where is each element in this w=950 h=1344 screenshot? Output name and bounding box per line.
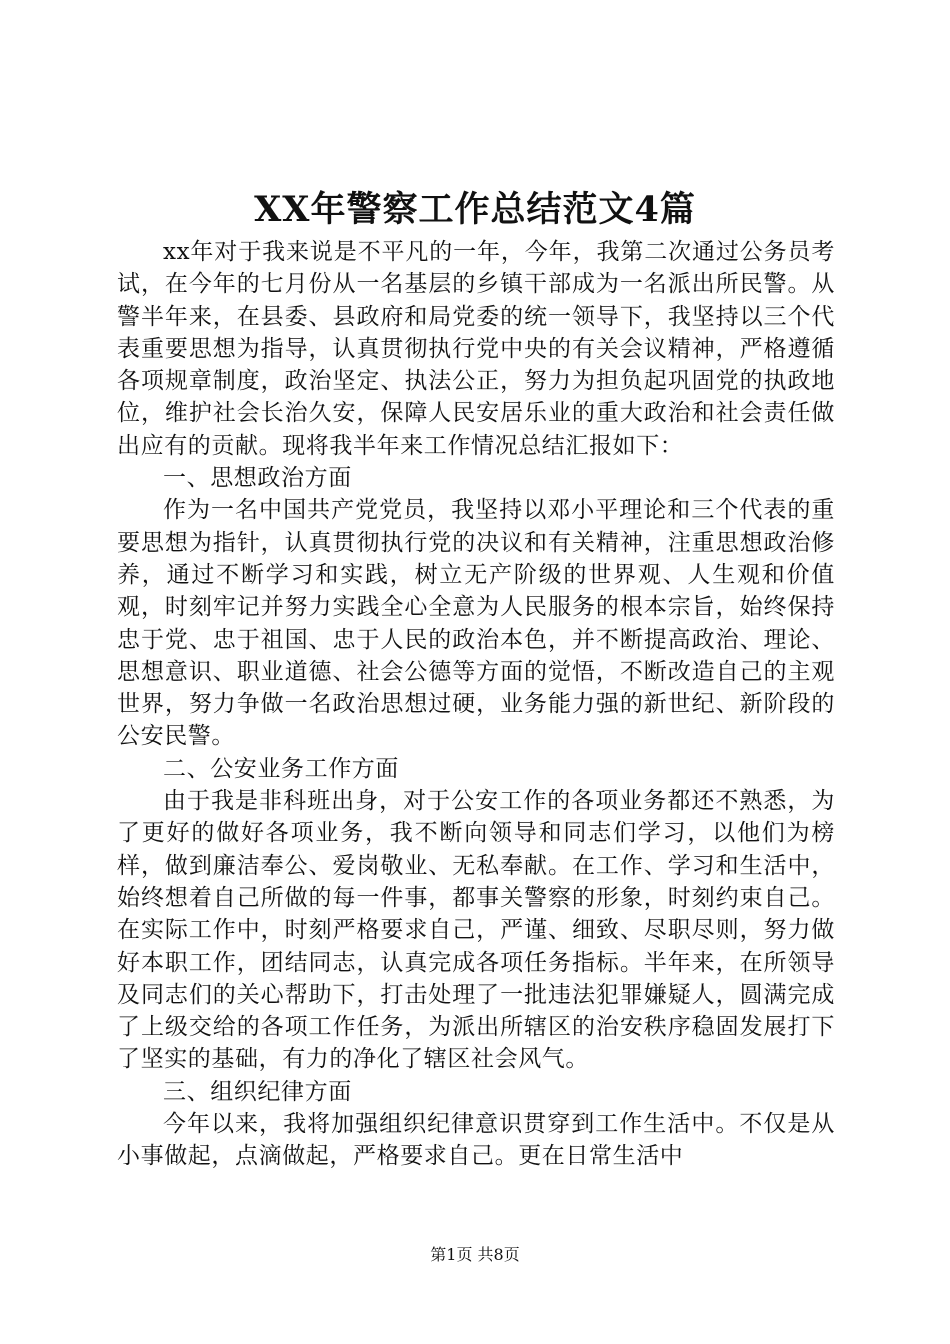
section-heading-police-work: 二、公安业务工作方面 <box>163 755 399 782</box>
document-title: XX年警察工作总结范文4篇 <box>254 189 696 230</box>
discipline-paragraph: 今年以来，我将加强组织纪律意识贯穿到工作生活中。不仅是从小事做起，点滴做起，严格要求自己。更在日常生活中 <box>117 1111 835 1170</box>
police-work-paragraph: 由于我是非科班出身，对于公安工作的各项业务都还不熟悉，为了更好的做好各项业务，我不断向领导和同志们学习，以他们为榜样，做到廉洁奉公、爱岗敬业、无私奉献。在工作、学习和生活中，始终想着自己所做的每一件事，都事关警察的形象，时刻约束自己。在实际工作中，时刻严格要求自己，严谨、细致、尽职尽则，努力做好本职工作，团结同志，认真完成各项任务指标。半年来，在所领导及同志们的关心帮助下，打击处理了一批违法犯罪嫌疑人，圆满完成了上级交给的各项工作任务，为派出所辖区的治安秩序稳固发展打下了坚实的基础，有力的净化了辖区社会风气。 <box>117 788 835 1073</box>
political-paragraph: 作为一名中国共产党党员，我坚持以邓小平理论和三个代表的重要思想为指针，认真贯彻执行党的决议和有关精神，注重思想政治修养，通过不断学习和实践，树立无产阶级的世界观、人生观和价值观，时刻牢记并努力实践全心全意为人民服务的根本宗旨，始终保持忠于党、忠于祖国、忠于人民的政治本色，并不断提高政治、理论、思想意识、职业道德、社会公德等方面的觉悟，不断改造自己的主观世界，努力争做一名政治思想过硬，业务能力强的新世纪、新阶段的公安民警。 <box>117 497 835 750</box>
section-heading-political: 一、思想政治方面 <box>163 465 352 492</box>
document-body <box>117 236 835 1173</box>
intro-paragraph: xx年对于我来说是不平凡的一年，今年，我第二次通过公务员考试，在今年的七月份从一名基层的乡镇干部成为一名派出所民警。从警半年来，在县委、县政府和局党委的统一领导下，我坚持以三个代表重要思想为指导，认真贯彻执行党中央的有关会议精神，严格遵循各项规章制度，政治坚定、执法公正，努力为担负起巩固党的执政地位，维护社会长治久安，保障人民安居乐业的重大政治和社会责任做出应有的贡献。现将我半年来工作情况总结汇报如下： <box>117 239 835 459</box>
section-heading-discipline: 三、组织纪律方面 <box>163 1078 352 1105</box>
page-number-footer: 第1页 共8页 <box>430 1245 520 1264</box>
